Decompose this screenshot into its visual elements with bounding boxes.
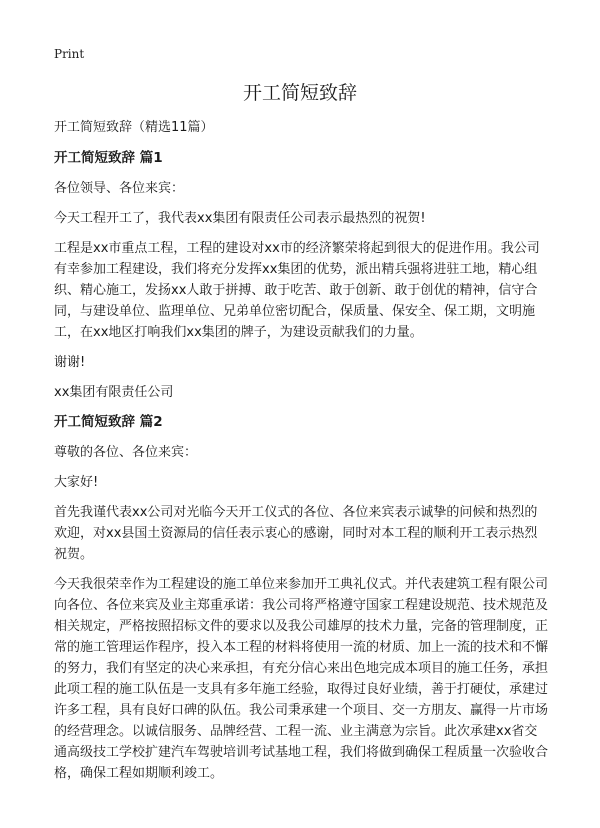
document-body [54,117,548,793]
document-subtitle: 开工简短致辞（精选11篇） [54,120,214,135]
paragraph: 谢谢! [54,355,86,370]
paragraph: 工程是xx市重点工程，工程的建设对xx市的经济繁荣将起到很大的促进作用。我公司有幸参加工程建设，我们将充分发挥xx集团的优势，派出精兵强将进驻工地，精心组织、精心施工，发扬xx人敢于拼搏、敢于吃苦、敢于创新、敢于创优的精神，信守合同，与建设单位、监理单位、兄弟单位密切配合，保质量、保安全、保工期，文明施工，在xx地区打响我们xx集团的牌子，为建设贡献我们的力量。 [54,241,540,340]
paragraph: 大家好! [54,475,99,490]
print-link[interactable]: Print [54,47,85,61]
paragraph: xx集团有限责任公司 [54,385,174,400]
paragraph: 尊敬的各位、各位来宾： [54,445,198,460]
paragraph: 各位领导、各位来宾： [54,181,185,196]
section-heading-2: 开工简短致辞 篇2 [54,414,163,430]
paragraph: 今天我很荣幸作为工程建设的施工单位来参加开工典礼仪式。并代表建筑工程有限公司向各位、各位来宾及业主郑重承诺：我公司将严格遵守国家工程建设规范、技术规范及相关规定，严格按照招标文件的要求以及我公司雄厚的技术力量，完备的管理制度，正常的施工管理运作程序，投入本工程的材料将使用一流的材质、加上一流的技术和不懈的努力，我们有坚定的决心来承担，有充分信心来出色地完成本项目的施工任务，承担此项工程的施工队伍是一支具有多年施工经验，取得过良好业绩，善于打硬仗，承建过许多工程，具有良好口碑的队伍。我公司秉承建一个项目、交一方朋友、赢得一片市场的经营理念。以诚信服务、品牌经营、工程一流、业主满意为宗旨。此次承建xx省交通高级技工学校扩建汽车驾驶培训考试基地工程，我们将做到确保工程质量一次验收合格，确保工程如期顺利竣工。 [54,577,549,781]
section-heading-1: 开工简短致辞 篇1 [54,150,163,166]
page-title: 开工简短致辞 [242,82,357,104]
paragraph: 今天工程开工了，我代表xx集团有限责任公司表示最热烈的祝贺! [54,211,426,226]
paragraph: 首先我谨代表xx公司对光临今天开工仪式的各位、各位来宾表示诚挚的问候和热烈的欢迎，对xx县国土资源局的信任表示衷心的感谢，同时对本工程的顺利开工表示热烈祝贺。 [54,505,538,562]
